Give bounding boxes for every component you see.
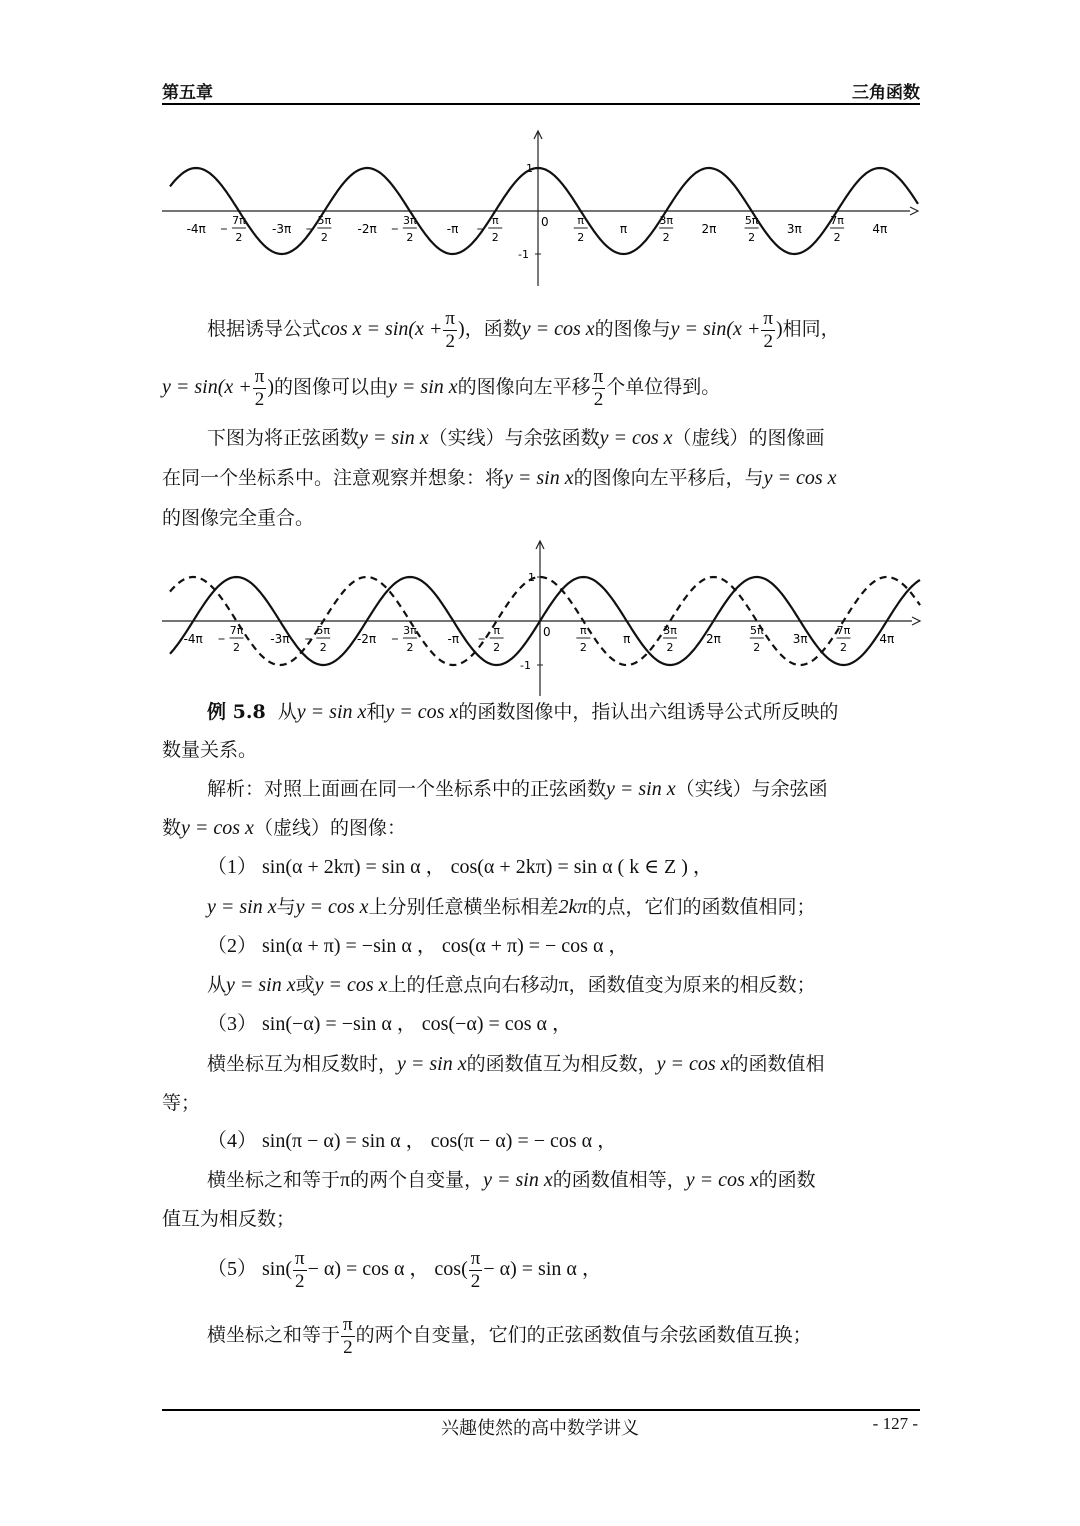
x-tick-denominator: 2 xyxy=(839,641,847,654)
text: 的图像与 xyxy=(594,318,671,340)
x-tick-denominator: 2 xyxy=(493,641,501,654)
formula: ) xyxy=(458,318,465,340)
x-tick-denominator: 2 xyxy=(753,641,761,654)
x-tick-label: -3π xyxy=(272,222,292,236)
x-tick-denominator: 2 xyxy=(406,641,414,654)
paragraph-1-line-1 xyxy=(207,304,967,354)
formula: y = cos x xyxy=(521,318,595,340)
formula: y = sin(x + xyxy=(162,376,252,398)
y-tick-label: 1 xyxy=(526,162,533,175)
x-tick-denominator: 2 xyxy=(235,231,243,244)
x-tick-label: 3π xyxy=(786,222,802,236)
fraction-pi-over-2: $\frac{\pi}{2}$ xyxy=(763,307,773,352)
text: 的图像向左平移 xyxy=(457,376,591,398)
identity-3: （3） sin(−α) = −sin α ， cos(−α) = cos α ， xyxy=(207,1013,572,1035)
identity-4-explanation: 横坐标之和等于π的两个自变量，y = sin x的函数值相等，y = cos x的函数 xyxy=(207,1169,816,1191)
paragraph-3-line-2: 在同一个坐标系中。注意观察并想象：将y = sin x的图像向左平移后，与y = cos x xyxy=(162,467,837,489)
x-axis-arrow xyxy=(912,617,920,625)
y-tick-label: 1 xyxy=(528,571,535,584)
x-tick-label: 3π xyxy=(792,632,808,646)
x-tick-denominator: 2 xyxy=(319,641,327,654)
paragraph-3-line-3: 的图像完全重合。 xyxy=(162,507,315,529)
text: 相同， xyxy=(782,318,840,340)
sine-cosine-graph xyxy=(160,535,922,700)
formula: ) xyxy=(267,376,275,398)
x-tick-numerator: 5π xyxy=(316,624,331,637)
fraction-pi-over-2: $\frac{\pi}{2}$ xyxy=(593,365,604,410)
paragraph-3-line-1: 下图为将正弦函数y = sin x（实线）与余弦函数y = cos x（虚线）的图像画 xyxy=(207,427,825,449)
formula: y = sin x xyxy=(388,376,458,398)
text: ，函数 xyxy=(464,318,522,340)
x-tick-numerator: π xyxy=(580,624,587,637)
x-tick-denominator: 2 xyxy=(320,231,328,244)
footer-rule xyxy=(162,1409,920,1411)
example-line-2: 数量关系。 xyxy=(162,739,258,761)
analysis-line-1: 解析：对照上面画在同一个坐标系中的正弦函数y = sin x（实线）与余弦函 xyxy=(207,778,828,800)
example-line-1: 例 5.8 从y = sin x和y = cos x的函数图像中，指认出六组诱导公式所反映的 xyxy=(207,701,839,723)
identity-4: （4） sin(π − α) = sin α ， cos(π − α) = − cos α ， xyxy=(207,1130,618,1152)
text: 个单位得到。 xyxy=(606,376,721,398)
x-tick-numerator: 7π xyxy=(229,624,244,637)
x-tick-denominator: 2 xyxy=(579,641,587,654)
chapter-label: 第五章 xyxy=(162,83,213,103)
x-tick-label: -π xyxy=(447,632,460,646)
origin-label: 0 xyxy=(543,625,551,639)
x-tick-label: π xyxy=(623,632,631,646)
fraction-pi-over-2: $\frac{\pi}{2}$ xyxy=(295,1247,305,1292)
identity-1: （1） sin(α + 2kπ) = sin α ， cos(α + 2kπ) = sin α ( k ∈ Z ) ， xyxy=(207,856,713,878)
y-tick-label: -1 xyxy=(518,248,529,261)
cosine-graph xyxy=(160,125,920,290)
x-tick-numerator: 5π xyxy=(744,214,759,227)
x-tick-numerator: 7π xyxy=(830,214,844,227)
formula: y = sin(x + xyxy=(670,318,761,340)
x-tick-numerator: 5π xyxy=(749,624,764,637)
x-tick-label: -3π xyxy=(270,632,290,646)
text: 根据诱导公式 xyxy=(207,318,322,340)
x-tick-label: 2π xyxy=(705,632,721,646)
x-tick-numerator: 7π xyxy=(836,624,851,637)
x-tick-numerator: π xyxy=(491,214,499,227)
x-tick-denominator: 2 xyxy=(406,231,414,244)
fraction-pi-over-2: $\frac{\pi}{2}$ xyxy=(343,1313,353,1358)
identity-3-explanation-end: 等； xyxy=(162,1092,201,1114)
fraction-pi-over-2: $\frac{\pi}{2}$ xyxy=(445,307,456,352)
x-tick-label: π xyxy=(619,222,628,236)
x-tick-numerator: 3π xyxy=(403,214,417,227)
identity-3-explanation: 横坐标互为相反数时，y = sin x的函数值互为相反数，y = cos x的函数值相 xyxy=(207,1053,825,1075)
x-tick-denominator: 2 xyxy=(748,231,756,244)
identity-2-explanation: 从y = sin x或y = cos x上的任意点向右移动π，函数值变为原来的相反数； xyxy=(207,974,816,996)
x-tick-label: -4π xyxy=(186,222,206,236)
example-label: 例 5.8 xyxy=(207,701,266,723)
x-tick-label: -4π xyxy=(183,632,203,646)
footer-book-title: 兴趣使然的高中数学讲义 xyxy=(441,1418,639,1439)
x-tick-denominator: 2 xyxy=(833,231,841,244)
x-tick-denominator: 2 xyxy=(233,641,241,654)
identity-5-explanation: 横坐标之和等于 $\frac{\pi}{2}$ 的两个自变量，它们的正弦函数值与余弦函数值互换； xyxy=(207,1313,812,1358)
origin-label: 0 xyxy=(541,215,549,229)
x-tick-numerator: π xyxy=(577,214,585,227)
analysis-line-2: 数y = cos x（虚线）的图像： xyxy=(162,817,406,839)
x-tick-label: 4π xyxy=(879,632,895,646)
x-tick-denominator: 2 xyxy=(662,231,670,244)
identity-1-explanation: y = sin x与y = cos x上分别任意横坐标相差2kπ的点，它们的函数值相同； xyxy=(207,896,816,918)
x-tick-numerator: 5π xyxy=(317,214,332,227)
chapter-topic: 三角函数 xyxy=(852,83,920,103)
fraction-pi-over-2: $\frac{\pi}{2}$ xyxy=(470,1247,481,1292)
formula: ) xyxy=(775,318,783,340)
x-tick-numerator: 3π xyxy=(659,214,673,227)
x-tick-denominator: 2 xyxy=(577,231,585,244)
identity-4-explanation-end: 值互为相反数； xyxy=(162,1208,296,1230)
paragraph-2 xyxy=(162,362,922,412)
formula: cos x = sin(x + xyxy=(321,318,443,340)
y-tick-label: -1 xyxy=(520,659,531,672)
x-tick-label: 4π xyxy=(872,222,888,236)
x-tick-label: -2π xyxy=(357,222,377,236)
header-rule xyxy=(162,103,920,105)
x-axis-arrow xyxy=(910,207,918,215)
x-tick-numerator: 7π xyxy=(232,214,246,227)
x-tick-numerator: 3π xyxy=(403,624,417,637)
x-tick-label: -2π xyxy=(356,632,377,646)
x-tick-numerator: π xyxy=(493,624,500,637)
text: 的图像可以由 xyxy=(274,376,389,398)
x-tick-denominator: 2 xyxy=(491,231,499,244)
x-tick-denominator: 2 xyxy=(666,641,674,654)
page-number: - 127 - xyxy=(872,1414,918,1433)
x-tick-numerator: 3π xyxy=(663,624,677,637)
fraction-pi-over-2: $\frac{\pi}{2}$ xyxy=(254,365,265,410)
identity-5: （5） sin( $\frac{\pi}{2}$ − α) = cos α ， cos( $\frac{\pi}{2}$ − α) = sin α ， xyxy=(207,1247,602,1292)
x-tick-label: -π xyxy=(446,222,459,236)
identity-2: （2） sin(α + π) = −sin α ， cos(α + π) = − cos α ， xyxy=(207,935,629,957)
x-tick-label: 2π xyxy=(701,222,717,236)
